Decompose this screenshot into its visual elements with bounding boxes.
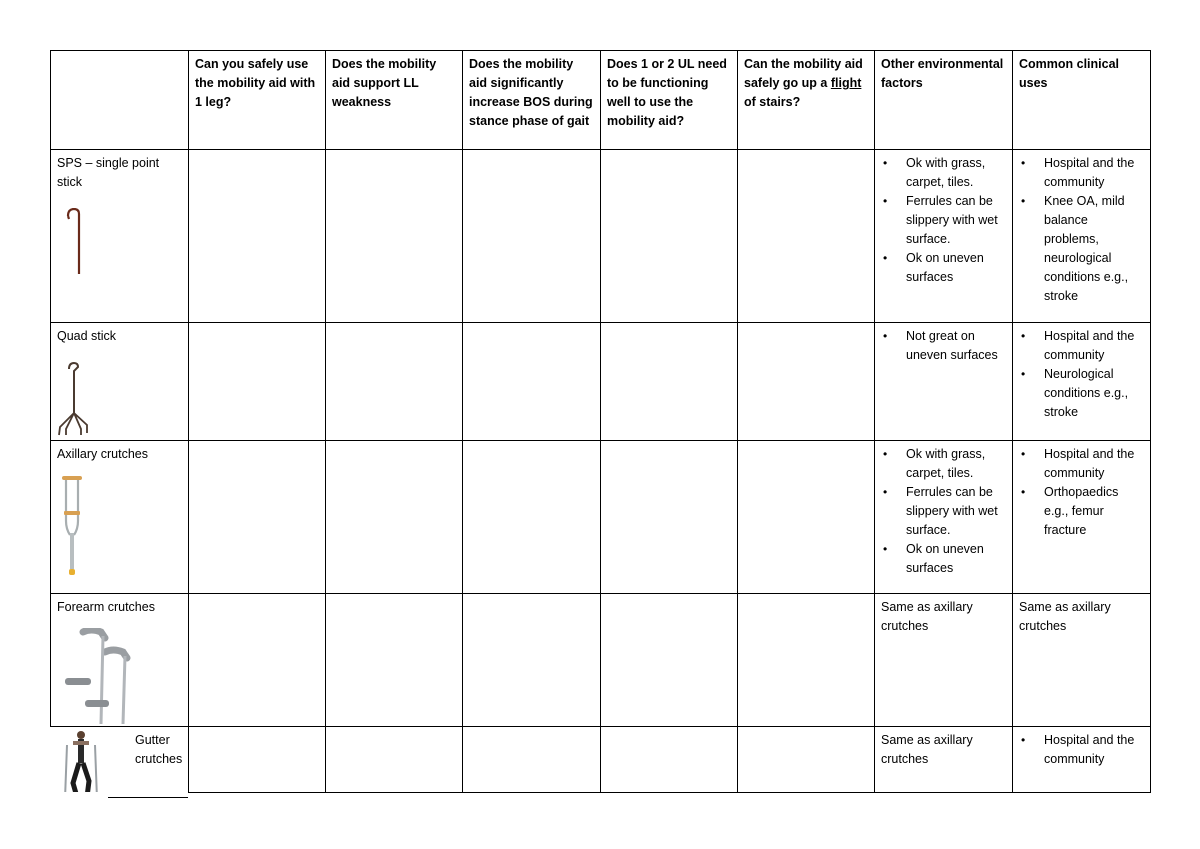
cell-quad-environment <box>875 323 1013 441</box>
table-row <box>51 727 1151 793</box>
cell-quad-bos <box>463 323 601 441</box>
cell-axillary-stairs <box>738 441 875 594</box>
cell-quad-uses <box>1013 323 1151 441</box>
list-item: • Knee OA, mild balance problems, neurological conditions e.g., stroke <box>1019 192 1144 306</box>
cell-sps-one-leg <box>189 150 326 323</box>
gutter-crutch-image <box>59 729 109 793</box>
cell-sps-ll-weakness <box>326 150 463 323</box>
cell-axillary-environment <box>875 441 1013 594</box>
cell-axillary-ll-weakness <box>326 441 463 594</box>
cell-quad-ul <box>601 323 738 441</box>
aid-label-quad: Quad stick <box>57 329 117 343</box>
list-item: • Ok on uneven surfaces <box>881 540 1006 578</box>
cell-forearm-ul <box>601 594 738 727</box>
cell-sps-environment <box>875 150 1013 323</box>
cell-gutter-ul <box>601 727 738 793</box>
cell-forearm-one-leg <box>189 594 326 727</box>
cell-gutter-ll-weakness <box>326 727 463 793</box>
header-ll-weakness: Does the mobility aid support LL weakness <box>326 51 463 150</box>
axillary-crutch-image <box>61 475 83 577</box>
list-item: • Ferrules can be slippery with wet surface. <box>881 483 1006 540</box>
aid-label-axillary: Axillary crutches <box>57 447 148 461</box>
aid-cell-sps <box>51 150 189 323</box>
list-item: • Hospital and the community <box>1019 731 1144 769</box>
aid-cell-quad <box>51 323 189 441</box>
aid-label-sps: SPS – single point stick <box>57 156 160 189</box>
forearm-crutch-image <box>61 628 139 726</box>
table-row <box>51 594 1151 727</box>
cell-quad-one-leg <box>189 323 326 441</box>
list-item: • Orthopaedics e.g., femur fracture <box>1019 483 1144 540</box>
cell-sps-bos <box>463 150 601 323</box>
header-one-leg: Can you safely use the mobility aid with 1 leg? <box>189 51 326 150</box>
cell-axillary-uses <box>1013 441 1151 594</box>
table-row <box>51 441 1151 594</box>
header-environment: Other environmental factors <box>875 51 1013 150</box>
header-row <box>51 51 1151 150</box>
single-point-stick-image <box>65 208 85 276</box>
table-row <box>51 150 1151 323</box>
aid-label-forearm: Forearm crutches <box>57 600 155 614</box>
header-stairs-part2: of stairs? <box>744 95 801 109</box>
list-item: • Ok with grass, carpet, tiles. <box>881 154 1006 192</box>
table-row <box>51 323 1151 441</box>
header-blank <box>51 51 189 150</box>
cell-sps-stairs <box>738 150 875 323</box>
list-item: • Hospital and the community <box>1019 445 1144 483</box>
cell-sps-ul <box>601 150 738 323</box>
aid-cell-axillary <box>51 441 189 594</box>
cell-gutter-bos <box>463 727 601 793</box>
list-item: • Ok on uneven surfaces <box>881 249 1006 287</box>
cell-gutter-one-leg <box>189 727 326 793</box>
cell-gutter-uses <box>1013 727 1151 793</box>
header-bos: Does the mobility aid significantly increase BOS during stance phase of gait <box>463 51 601 150</box>
table-bottom-border <box>108 797 188 798</box>
list-item: • Hospital and the community <box>1019 327 1144 365</box>
cell-gutter-stairs <box>738 727 875 793</box>
header-stairs-part1: Can the mobility aid safely go up a <box>744 57 863 90</box>
list-item: • Ferrules can be slippery with wet surface. <box>881 192 1006 249</box>
aid-cell-gutter <box>51 727 189 793</box>
cell-quad-stairs <box>738 323 875 441</box>
list-item: • Ok with grass, carpet, tiles. <box>881 445 1006 483</box>
cell-forearm-stairs <box>738 594 875 727</box>
cell-axillary-one-leg <box>189 441 326 594</box>
aid-cell-forearm <box>51 594 189 727</box>
list-item: • Hospital and the community <box>1019 154 1144 192</box>
cell-forearm-ll-weakness <box>326 594 463 727</box>
cell-forearm-bos <box>463 594 601 727</box>
mobility-aids-table <box>50 50 1151 793</box>
cell-sps-uses <box>1013 150 1151 323</box>
list-item: • Not great on uneven surfaces <box>881 327 1006 365</box>
header-stairs-flight: flight <box>830 76 862 90</box>
cell-gutter-environment: Same as axillary crutches <box>875 727 1013 793</box>
header-clinical-uses: Common clinical uses <box>1013 51 1151 150</box>
cell-axillary-bos <box>463 441 601 594</box>
cell-axillary-ul <box>601 441 738 594</box>
quad-stick-image <box>57 361 89 437</box>
cell-quad-ll-weakness <box>326 323 463 441</box>
header-ul-function: Does 1 or 2 UL need to be functioning well to use the mobility aid? <box>601 51 738 150</box>
cell-forearm-environment: Same as axillary crutches <box>875 594 1013 727</box>
cell-forearm-uses: Same as axillary crutches <box>1013 594 1151 727</box>
list-item: • Neurological conditions e.g., stroke <box>1019 365 1144 422</box>
aid-label-gutter: Gutter crutches <box>135 733 183 766</box>
header-stairs <box>738 51 875 150</box>
